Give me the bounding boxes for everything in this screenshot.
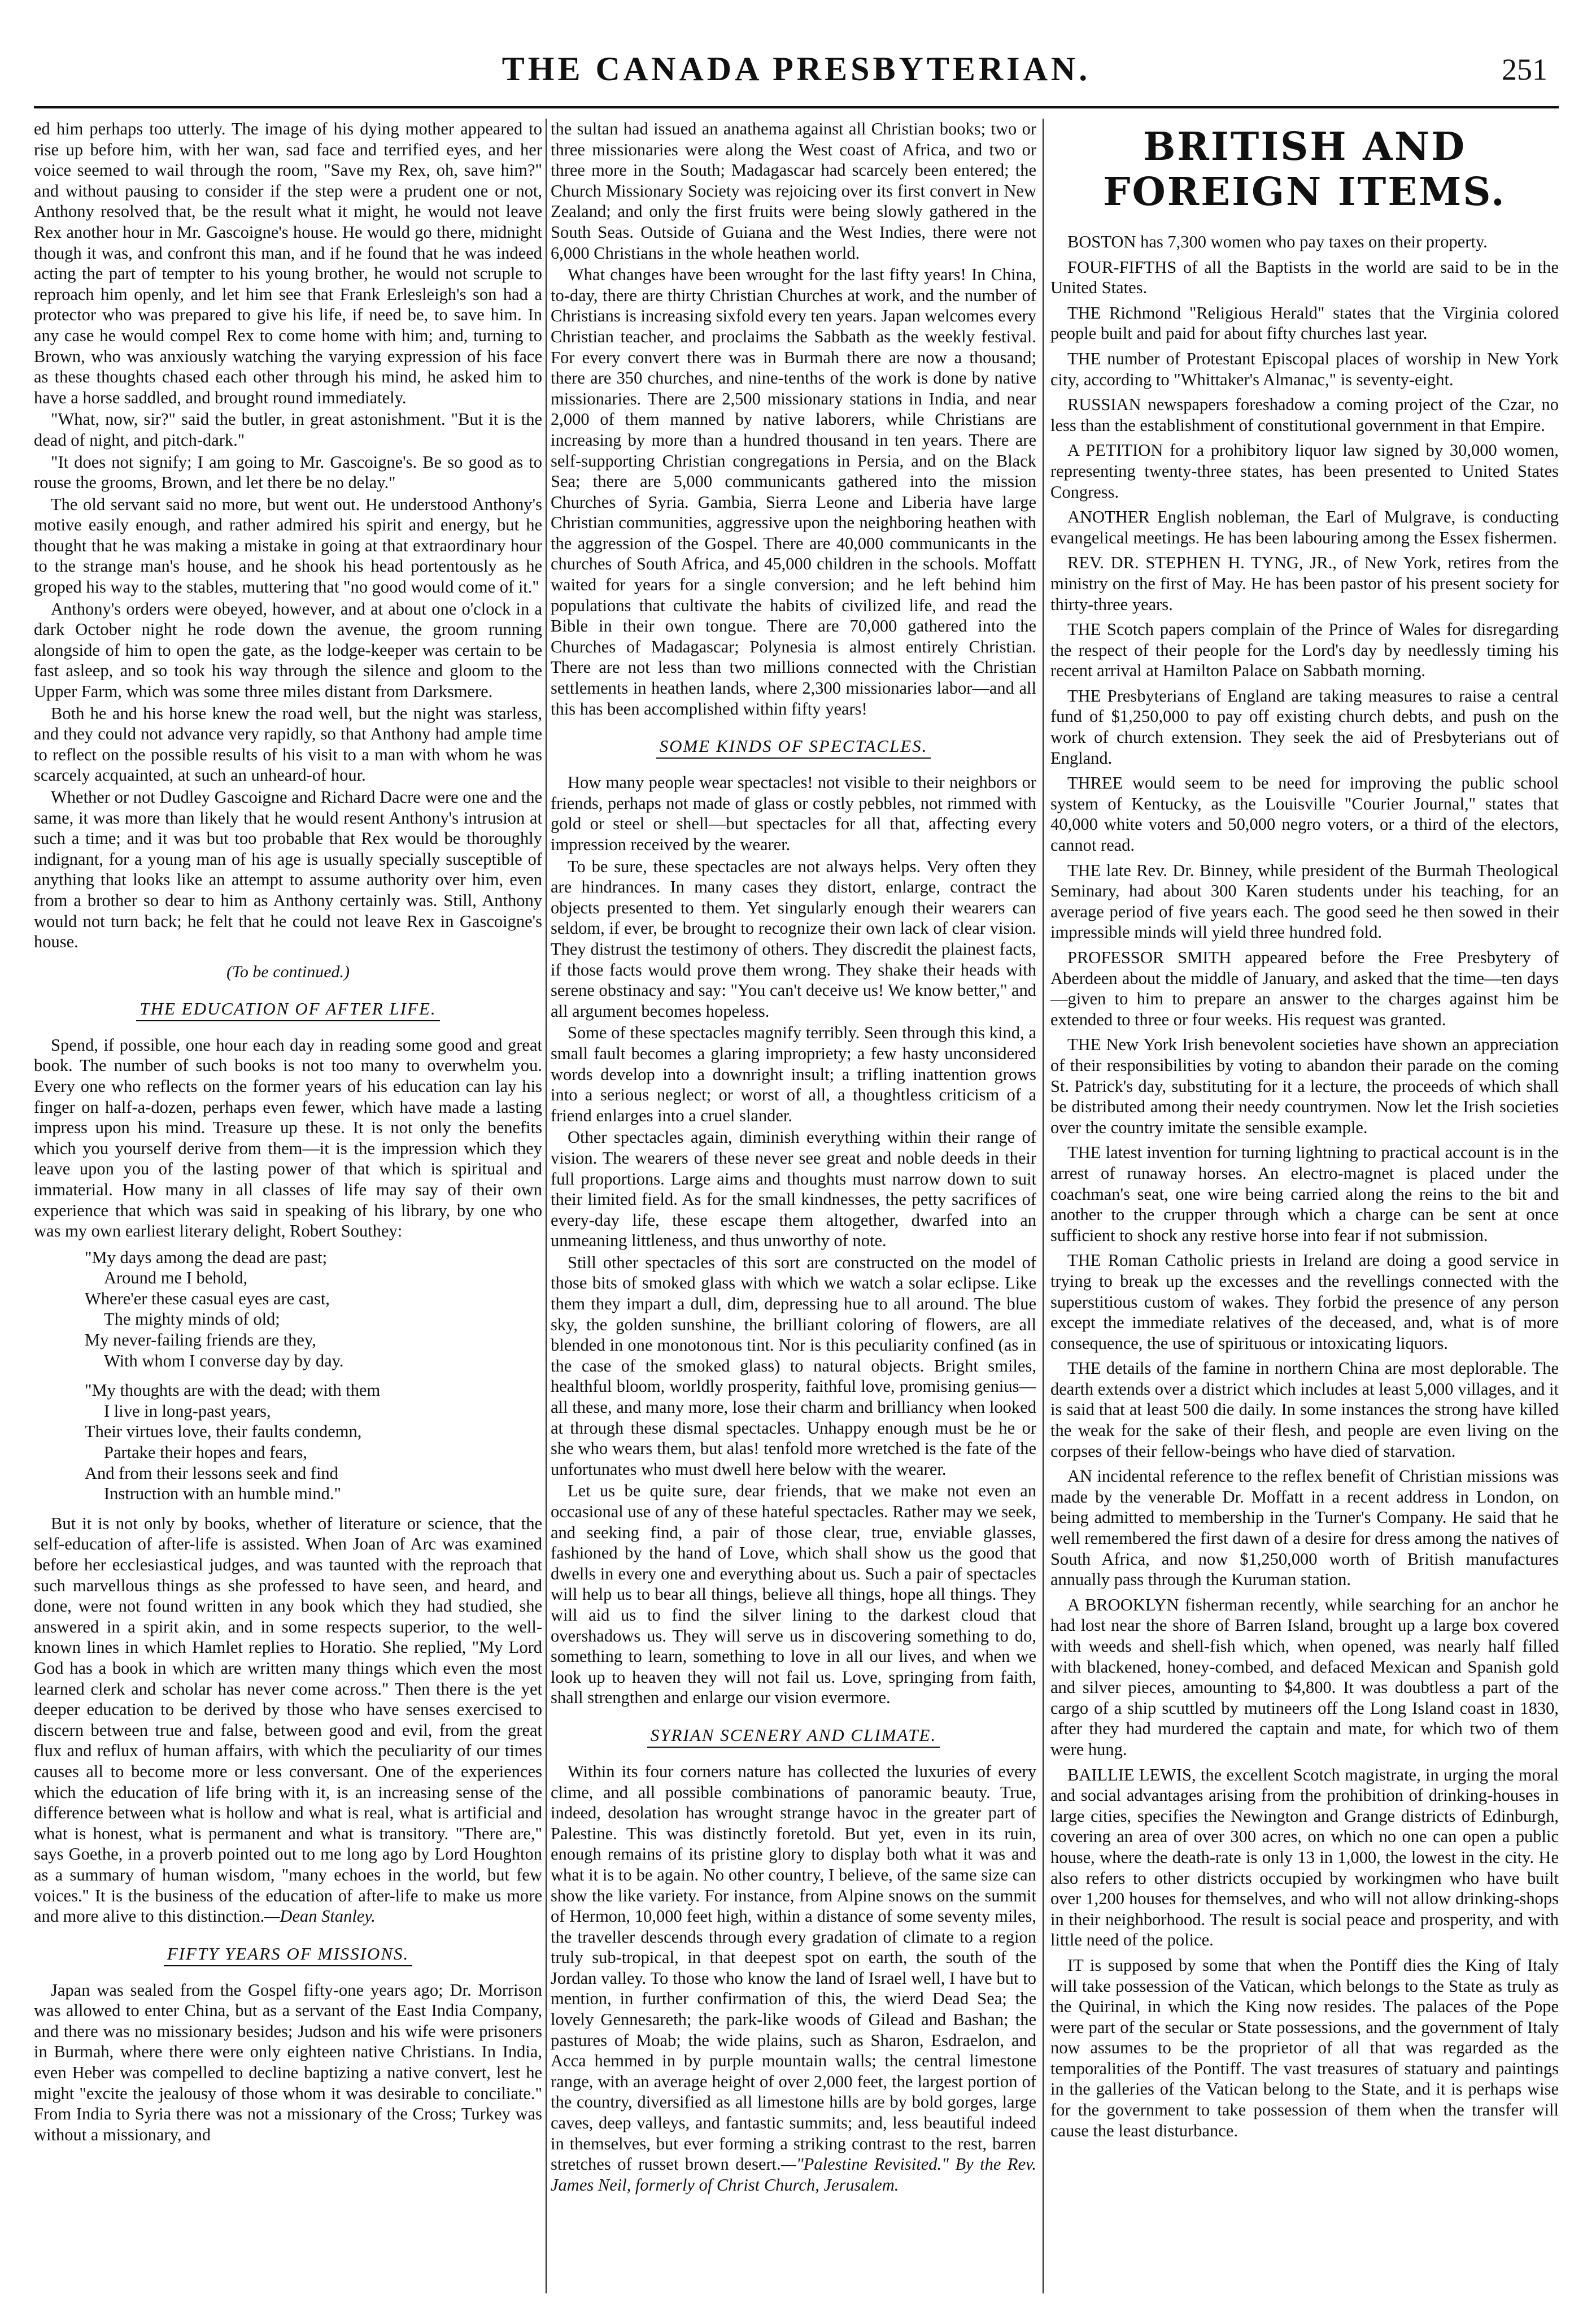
article-paragraph: Other spectacles again, diminish everything within their range of vision. The wearers of these never see great and noble deeds in their full proportions. Large aims and thoughts must narrow down to suit their limited field. As for the small kindnesses, the petty sacrifices of every-day life, these escape them altogether, dwarfed into an unmeaning littleness, and thus unworthy of note. (551, 1127, 1036, 1251)
article-paragraph: Japan was sealed from the Gospel fifty-one years ago; Dr. Morrison was allowed to enter China, but as a servant of the East India Company, and there was no missionary besides; Judson and his wife were prisoners in Burmah, where there were only eighteen native Christians. In India, even Heber was compelled to decline baptizing a native convert, lest he might "excite the jealousy of those whom it was desirable to conciliate." From India to Syria there was not a missionary of the Cross; Turkey was without a missionary, and (34, 1980, 542, 2144)
article-paragraph (34, 1513, 542, 1927)
news-item: THE Richmond "Religious Herald" states that the Virginia colored people built and paid for about fifty churches last year. (1050, 303, 1559, 343)
article-paragraph: To be sure, these spectacles are not always helps. Very often they are hindrances. In many cases they distort, enlarge, contract the objects presented to them. Yet singularly enough their wearers can seldom, if ever, be brought to recognize their own lack of clear vision. They distrust the testimony of others. They discredit the plainest facts, if those facts would prove them wrong. They shake their heads with serene obstinacy and say: "You can't deceive us! We know better," and all argument becomes hopeless. (551, 856, 1036, 1021)
news-item: AN incidental reference to the reflex benefit of Christian missions was made by the venerable Dr. Moffatt in a recent address in London, on being admitted to membership in the Turner's Company. He said that he well remembered the first dawn of a desire for dress among the natives of South Africa, and now $1,250,000 worth of British manufactures annually pass through the Kuruman station. (1050, 1466, 1559, 1590)
news-item: BOSTON has 7,300 women who pay taxes on their property. (1067, 232, 1488, 251)
news-item: PROFESSOR SMITH appeared before the Free Presbytery of Aberdeen about the middle of January, and asked that the time—ten days—given to him to prepare an answer to the charges against him be extended to three or four weeks. His request was granted. (1050, 948, 1559, 1029)
poem-line: Where'er these casual eyes are cast, (85, 1288, 330, 1308)
heading-text: SOME KINDS OF SPECTACLES. (656, 736, 931, 759)
story-paragraph: Anthony's orders were obeyed, however, and at about one o'clock in a dark October night he rode down the avenue, the groom running alongside of him to open the gate, as the lodge-keeper was certain to be fast asleep, and so took his way through the silence and gloom to the Upper Farm, which was some three miles distant from Darksmere. (34, 599, 542, 702)
citation: —"Palestine Revisited." By the Rev. James Neil, formerly of Christ Church, Jerusalem. (551, 2154, 1036, 2195)
article-paragraph: Spend, if possible, one hour each day in reading some good and great book. The number of such books is not too many to overwhelm you. Every one who reflects on the former years of his education can lay his finger on half-a-dozen, perhaps even fewer, which have made a lasting impress upon his mind. Treasure up these. It is not only the benefits which you yourself derive from them—it is the impression which they leave upon you of the lasting power of that which is spiritual and immaterial. How many in all classes of life may say of their own experience that which was said in speaking of his library, by one who was my own earliest literary delight, Robert Southey: (34, 1035, 542, 1241)
heading-text: FIFTY YEARS OF MISSIONS. (164, 1944, 413, 1966)
poem-line: The mighty minds of old; (104, 1309, 280, 1329)
article-heading-missions (34, 1944, 542, 1966)
story-paragraph: ed him perhaps too utterly. The image of his dying mother appeared to rise up before him, with her wan, sad face and terrified eyes, and her voice seemed to wail through the room, "Save my Rex, oh, save him?" and without pausing to consider if the step were a prudent one or not, Anthony resolved that, be the result what it might, he would not leave Rex another hour in Mr. Gascoigne's house. He would go there, midnight though it was, and confront this man, and if he found that he was indeed acting the part of tempter to his young brother, he would not scruple to reproach him openly, and let him see that Frank Erlesleigh's son had a protector who was prepared to give his life, if need be, to save him. In any case he would compel Rex to come home with him; and, turning to Brown, who was anxiously watching the varying expression of his face as these thoughts chased each other through his mind, he asked him to have a horse saddled, and brought round immediately. (34, 119, 542, 407)
paragraph-text: Within its four corners nature has collected the luxuries of every clime, and all possible combinations of panoramic beauty. True, indeed, desolation has wrought strange havoc in the greater part of Palestine. This was distinctly foretold. But yet, even in its ruin, enough remains of its pristine glory to display both what it was and what it is to be again. No other country, I believe, of the same size can show the like variety. For instance, from Alpine snows on the summit of Hermon, 10,000 feet high, within a distance of some seventy miles, the traveller descends through every gradation of climate to a region truly sub-tropical, in that deepest spot on earth, the south of the Jordan valley. To those who know the land of Israel well, I have but to mention, in further confirmation of this, the wierd Dead Sea; the lovely Gennesareth; the park-like woods of Gilead and Bashan; the pastures of Moab; the wide plains, such as Sharon, Esdraelon, and Acca hemmed in by purple mountain walls; the central limestone range, with an average height of over 2,000 feet, the largest portion of the country, diversified as all limestone hills are by bold gorges, large caves, deep valleys, and fantastic summits; and, less beautiful indeed in themselves, but ever forming a striking contrast to the rest, barren stretches of russet brown desert. (551, 1761, 1036, 2174)
news-item: THE Scotch papers complain of the Prince of Wales for disregarding the respect of their people for the Lord's day by needlessly timing his recent arrival at Hamilton Palace on Sabbath morning. (1050, 620, 1559, 681)
news-item: RUSSIAN newspapers foreshadow a coming project of the Czar, no less than the establishment of constitutional government in that Empire. (1050, 395, 1559, 435)
news-item: A BROOKLYN fisherman recently, while searching for an anchor he had lost near the shore of Barren Island, brought up a large box covered with weeds and shell-fish which, when opened, was nearly half filled with blackened, honey-combed, and defaced Mexican and Spanish gold and silver pieces, amounting to $4,800. It was doubtless a part of the cargo of a ship scuttled by mutineers off the Long Island coast in 1830, after they had murdered the captain and mate, for which two of them were hung. (1050, 1595, 1559, 1759)
to-be-continued: (To be continued.) (226, 962, 350, 981)
poem-line: With whom I converse day by day. (104, 1351, 344, 1370)
article-paragraph: Let us be quite sure, dear friends, that we make not even an occasional use of any of these hateful spectacles. Rather may we seek, and seeking find, a pair of those clear, true, enviable glasses, fashioned by the hand of Love, which shall show us the good that dwells in every one and everything about us. Such a pair of spectacles will help us to bear all things, believe all things, hope all things. They will aid us to find the silver lining to the darkest cloud that overshadows us. They will serve us in discovering something to do, something to learn, something to love in all our lives, and when we look up to heaven they will not fail us. Love, springing from faith, shall strengthen and enlarge our vision evermore. (551, 1481, 1036, 1708)
story-paragraph: "What, now, sir?" said the butler, in great astonishment. "But it is the dead of night, and pitch-dark." (34, 410, 542, 450)
column-2 (551, 119, 1036, 2293)
header-rule (34, 106, 1559, 108)
news-item: THREE would seem to be need for improving the public school system of Kentucky, as the Louisville "Courier Journal," states that 40,000 white voters and 50,000 negro voters, or a third of the electors, cannot read. (1050, 773, 1559, 855)
story-paragraph: "It does not signify; I am going to Mr. Gascoigne's. Be so good as to rouse the grooms, Brown, and let there be no delay." (34, 452, 542, 493)
page-number: 251 (1502, 53, 1547, 86)
article-paragraph: Still other spectacles of this sort are constructed on the model of those bits of smoked glass with which we watch a solar eclipse. Like them they impart a dull, dim, depressing hue to all around. The blue sky, the golden sunshine, the brilliant coloring of flowers, are all blended in one monotonous tint. Nor is this peculiarity confined (as in the case of the smoked glass) to natural objects. Bright smiles, healthful bloom, worldly prosperity, faithful love, promising genius—all these, and many more, lose their charm and brilliancy when looked at through these dismal spectacles. Unhappy enough must be he or she who wears them, but alas! tenfold more wretched is the fate of the unfortunates who must dwell here below with the wearer. (551, 1252, 1036, 1479)
news-item: THE late Rev. Dr. Binney, while president of the Burmah Theological Seminary, had about 300 Karen students under his teaching, for an average period of five years each. The good seed he then sowed in their impressible minds will yield three hundred fold. (1050, 860, 1559, 942)
article-heading-spectacles (551, 736, 1036, 759)
story-paragraph: Whether or not Dudley Gascoigne and Richard Dacre were one and the same, it was more than likely that he would resent Anthony's intrusion at such a time; and it was but too probable that Rex would be thoroughly indignant, for a young man of his age is usually specially susceptible of anything that looks like an attempt to assume authority over him, even from a brother so dear to him as Anthony certainly was. Still, Anthony would not turn back; he felt that he could not leave Rex in Gascoigne's house. (34, 787, 542, 952)
news-item: THE New York Irish benevolent societies have shown an appreciation of their responsibilities by voting to abandon their parade on the coming St. Patrick's day, substituting for it a lecture, the proceeds of which shall be distributed among their needy countrymen. Now let the Irish societies over the country imitate the sensible example. (1050, 1035, 1559, 1137)
column-1 (34, 119, 542, 2293)
column-divider (546, 119, 547, 2293)
article-paragraph: Some of these spectacles magnify terribly. Seen through this kind, a small fault becomes a glaring impropriety; a few hasty unconsidered words develop into a downright insult; a trifling inattention grows into a serious neglect; or worst of all, a thoughtless criticism of a friend enlarges into a cruel slander. (551, 1023, 1036, 1125)
poem-line: I live in long-past years, (104, 1401, 271, 1421)
story-paragraph: Both he and his horse knew the road well, but the night was starless, and they could not advance very rapidly, so that Anthony had ample time to reflect on the possible results of his visit to a man with whom he was scarcely acquainted, at such an unheard-of hour. (34, 703, 542, 785)
news-item: THE number of Protestant Episcopal places of worship in New York city, according to "Whittaker's Almanac," is seventy-eight. (1050, 349, 1559, 389)
poem-stanza (85, 1380, 542, 1504)
article-paragraph: How many people wear spectacles! not visible to their neighbors or friends, perhaps not made of glass or costly pebbles, not rimmed with gold or steel or shell—but spectacles for all that, affecting every impression received by the wearer. (551, 773, 1036, 854)
news-item: THE details of the famine in northern China are most deplorable. The dearth extends over a district which includes at least 5,000 villages, and it is said that at least 500 die daily. In some instances the strong have killed the weak for the sake of their flesh, and people are even living on the corpses of their fellow-beings who have died of starvation. (1050, 1359, 1559, 1461)
poem-line: And from their lessons seek and find (85, 1463, 338, 1483)
signature: —Dean Stanley. (264, 1906, 376, 1926)
heading-text: THE EDUCATION OF AFTER LIFE. (136, 999, 439, 1021)
poem-line: "My days among the dead are past; (85, 1247, 328, 1267)
article-paragraph: What changes have been wrought for the last fifty years! In China, to-day, there are thirty Christian Churches at work, and the number of Christians is increasing sixfold every ten years. Japan welcomes every Christian teacher, and proclaims the Sabbath as the weekly festival. For every convert there was in Burmah there are now a thousand; there are 350 churches, and nine-tenths of the work is done by native missionaries. There are 2,500 missionary stations in India, and near 2,000 of them manned by native laborers, while Christians are increasing by more than a hundred thousand in ten years. There are self-supporting Christian congregations in Persia, and on the Black Sea; there are 5,000 communicants gathered into the mission Churches of Syria. Gambia, Sierra Leone and Liberia have large Christian communities, aggressive upon the neighboring heathen with the aggression of the Gospel. There are 40,000 communicants in the churches of South Africa, and 45,000 children in the schools. Moffatt waited for years for a single conversion; and he left behind him populations that cultivate the habits of civilized life, and read the Bible in their own tongue. There are 70,000 gathered into the Churches of Madagascar; Polynesia is almost entirely Christian. There are not less than two millions connected with the Christian settlements in heathen lands, where 2,300 missionaries labor—and all this has been accomplished within fifty years! (551, 265, 1036, 719)
poem-line: Around me I behold, (104, 1268, 248, 1288)
column-divider (1043, 119, 1044, 2293)
poem-stanza (85, 1247, 542, 1372)
news-item: REV. DR. STEPHEN H. TYNG, JR., of New York, retires from the ministry on the first of May. He has been pastor of his present society for thirty-three years. (1050, 553, 1559, 614)
poem-line: Instruction with an humble mind." (104, 1484, 341, 1504)
news-item: FOUR-FIFTHS of all the Baptists in the world are said to be in the United States. (1050, 257, 1559, 298)
news-item: THE Roman Catholic priests in Ireland are doing a good service in trying to break up the excesses and the revellings connected with the superstitious custom of wakes. They forbid the presence of any person except the immediate relatives of the deceased, and, what is of more consequence, the use of spirituous or intoxicating liquors. (1050, 1251, 1559, 1353)
paragraph-text: But it is not only by books, whether of literature or science, that the self-education of after-life is assisted. When Joan of Arc was examined before her ecclesiastical judges, and was taunted with the reproach that such marvellous things as she professed to have seen, and heard, and done, were not found written in any book which they had studied, she answered in a spirit akin, and in some respects superior, to the well-known lines in which Hamlet replies to Horatio. She replied, "My Lord God has a book in which are written many things which even the most learned clerk and scholar has never come across." Then there is the yet deeper education to be derived by those who have senses exercised to discern between true and false, between good and evil, from the great flux and reflux of human affairs, with which the peculiarity of our times causes all to become more or less conversant. One of the experiences which the education of life bring with it, is an increasing sense of the difference between what is hollow and what is real, what is artificial and what is honest, what is permanent and what is transitory. "There are," says Goethe, in a proverb pointed out to me long ago by Lord Houghton as a summary of human wisdom, "many echoes in the world, but few voices." It is the business of the education of after-life to make us more and more alive to this distinction. (34, 1513, 542, 1926)
news-item: A PETITION for a prohibitory liquor law signed by 30,000 women, representing twenty-three states, has been presented to United States Congress. (1050, 441, 1559, 502)
poem-line: "My thoughts are with the dead; with them (85, 1381, 381, 1400)
heading-text: SYRIAN SCENERY AND CLIMATE. (647, 1725, 940, 1748)
story-paragraph: The old servant said no more, but went out. He understood Anthony's motive easily enough, and rather admired his spirit and energy, but he thought that he was making a mistake in going at that extraordinary hour to the strange man's house, and he shook his head portentously as he groped his way to the stables, muttering that "no good would come of it." (34, 494, 542, 597)
article-heading-syrian (551, 1725, 1036, 1748)
news-item: ANOTHER English nobleman, the Earl of Mulgrave, is conducting evangelical meetings. He has been labouring among the Essex fishermen. (1050, 507, 1559, 547)
article-paragraph: the sultan had issued an anathema against all Christian books; two or three missionaries were along the West coast of Africa, and two or three more in the South; Madagascar had scarcely been entered; the Church Missionary Society was rejoicing over its first convert in New Zealand; and only the first fruits were being slowly gathered in the South Seas. Outside of Guiana and the West Indies, there were not 6,000 Christians in the whole heathen world. (551, 119, 1036, 263)
masthead (34, 40, 1559, 102)
news-item: BAILLIE LEWIS, the excellent Scotch magistrate, in urging the moral and social advantages arising from the prohibition of drinking-houses in large cities, specifies the Newington and Grange districts of Edinburgh, covering an area of over 300 acres, on which no one can open a public house, where the death-rate is only 13 in 1,000, the lowest in the city. He also refers to other districts occupied by workingmen who have built over 1,200 houses for themselves, and who will not allow drinking-shops in their neighborhood. The result is social peace and prosperity, and with little need of the police. (1050, 1765, 1559, 1950)
section-heading-british-foreign: BRITISH AND FOREIGN ITEMS. (1103, 124, 1506, 215)
news-item: IT is supposed by some that when the Pontiff dies the King of Italy will take possession of the Vatican, which belongs to the State as truly as the Quirinal, in which the King now resides. The palaces of the Pope were part of the secular or State possessions, and the government of Italy now assumes to be the proprietor of all that was regarded as the temporalities of the Pontiff. The vast treasures of statuary and paintings in the galleries of the Vatican belong to the State, and it is perhaps wise for the government to take possession of them when the transfer will cause the least disturbance. (1050, 1955, 1559, 2140)
news-item: THE Presbyterians of England are taking measures to raise a central fund of $1,250,000 to pay off existing church debts, and push on the work of church extension. They seek the aid of Presbyterians out of England. (1050, 686, 1559, 768)
column-3 (1050, 119, 1559, 2293)
poem-line: My never-failing friends are they, (85, 1330, 316, 1350)
poem-line: Their virtues love, their faults condemn, (85, 1422, 362, 1442)
items-list (1050, 232, 1559, 2141)
poem-line: Partake their hopes and fears, (104, 1443, 307, 1462)
article-heading-education (34, 999, 542, 1021)
article-paragraph (551, 1761, 1036, 2195)
newspaper-title: THE CANADA PRESBYTERIAN. (502, 50, 1091, 88)
news-item: THE latest invention for turning lightning to practical account is in the arrest of runaway horses. An electro-magnet is placed under the coachman's seat, one wire being carried along the reins to the bit and another to the crupper through which a charge can be sent at once sufficient to shock any restive horse into fear if not submission. (1050, 1143, 1559, 1245)
